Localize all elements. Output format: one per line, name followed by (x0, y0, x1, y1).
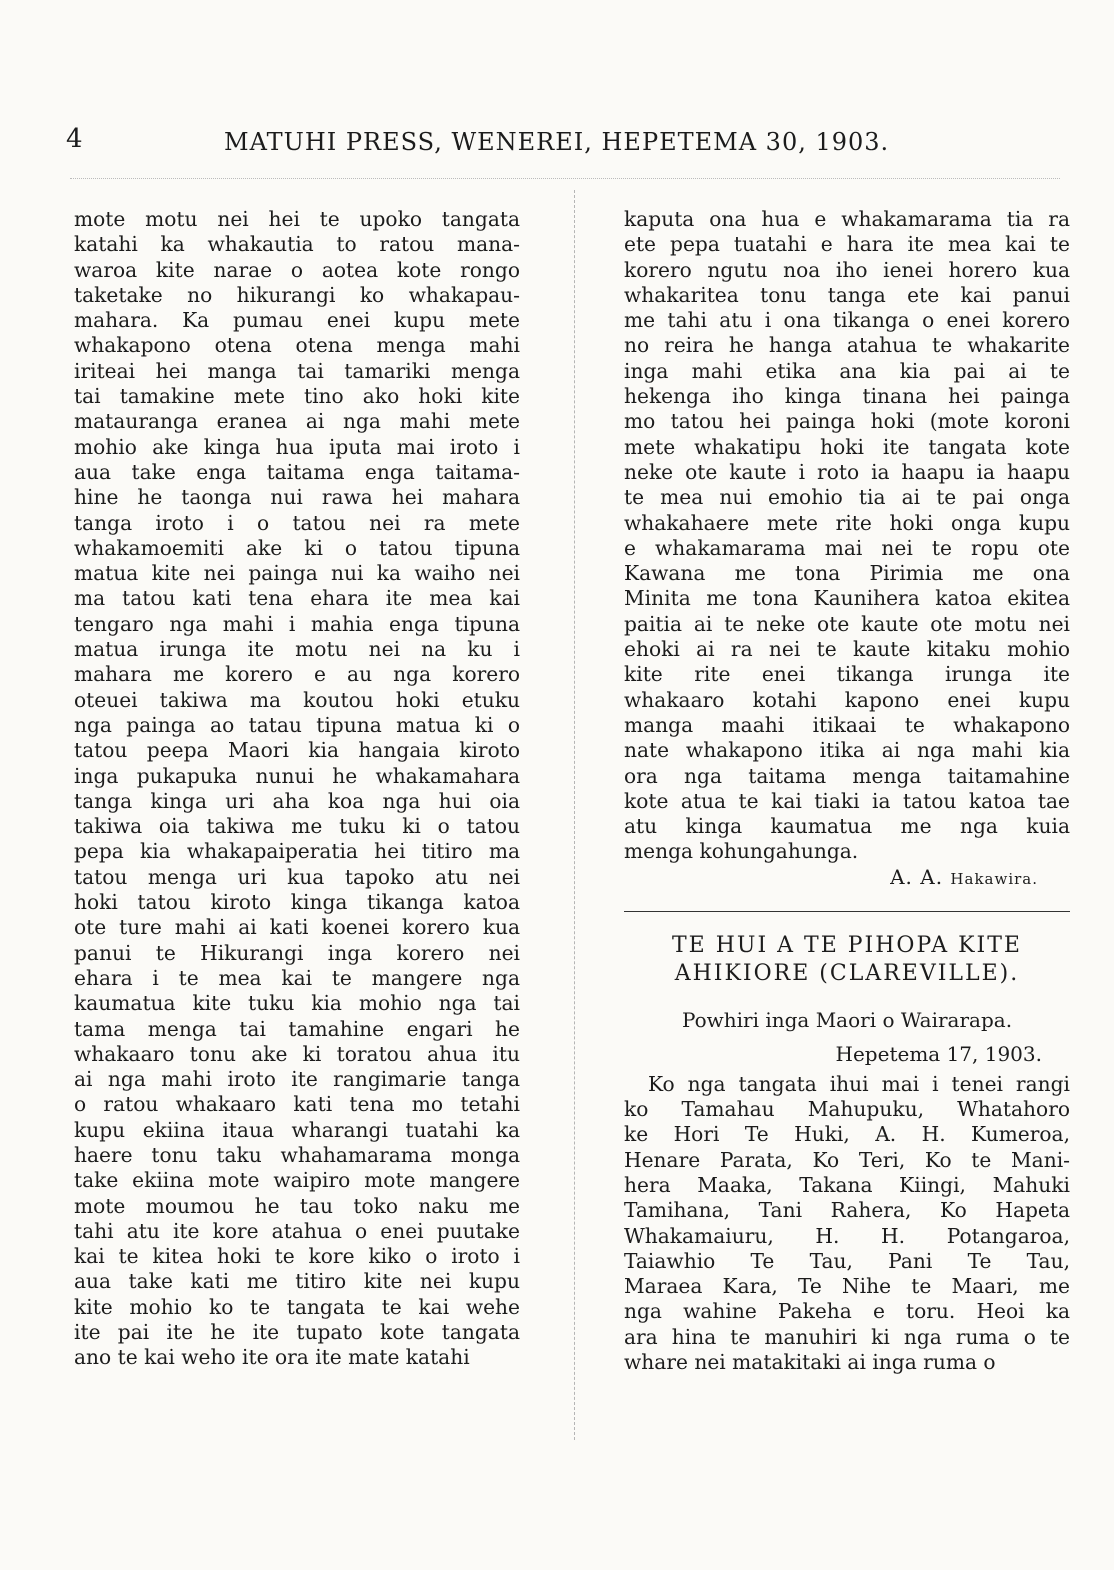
text-line: takiwa oia takiwa me tuku ki o tatou (74, 814, 520, 839)
text-line: whakaaro tonu ake ki toratou ahua itu (74, 1041, 520, 1066)
text-line: kupu ekiina itaua wharangi tuatahi ka (74, 1117, 520, 1142)
text-line: tengaro nga mahi i mahia enga tipuna (74, 611, 520, 636)
text-line: nate whakapono itika ai nga mahi kia (624, 738, 1070, 763)
text-line: pepa kia whakapaiperatia hei titiro ma (74, 839, 520, 864)
text-line: mote motu nei hei te upoko tangata (74, 207, 520, 231)
article-body (624, 1072, 1070, 1376)
text-line: mohio ake kinga hua iputa mai iroto i (74, 434, 520, 459)
text-line: ete pepa tuatahi e hara ite mea kai te (624, 232, 1070, 257)
text-line: whakaaro kotahi kapono enei kupu (624, 687, 1070, 712)
text-line: panui te Hikurangi inga korero nei (74, 940, 520, 965)
text-line: nga painga ao tatau tipuna matua ki o (74, 712, 520, 737)
text-line: tama menga tai tamahine engari he (74, 1016, 520, 1041)
article-heading-line-1: TE HUI A TE PIHOPA KITE (672, 932, 1022, 958)
signature-surname: Hakawira. (950, 869, 1038, 888)
text-line: Minita me tona Kaunihera katoa ekitea (624, 586, 1070, 611)
text-line: Taiawhio Te Tau, Pani Te Tau, (624, 1248, 1070, 1273)
text-line: mahara me korero e au nga korero (74, 662, 520, 687)
text-line: Whakamaiuru, H. H. Potangaroa, (624, 1223, 1070, 1248)
text-line: no reira he hanga atahua te whakarite (624, 333, 1070, 358)
text-line: o ratou whakaaro kati tena mo tetahi (74, 1092, 520, 1117)
text-line: ano te kai weho ite ora ite mate katahi (74, 1345, 470, 1370)
text-line: e whakamarama mai nei te ropu ote (624, 535, 1070, 560)
text-line: oteuei takiwa ma koutou hoki etuku (74, 687, 520, 712)
text-line: mete whakatipu hoki ite tangata kote (624, 434, 1070, 459)
text-line: menga kohungahunga. (624, 839, 859, 864)
text-line: inga mahi etika ana kia pai ai te (624, 358, 1070, 383)
text-line: kote atua te kai tiaki ia tatou katoa tae (624, 788, 1070, 813)
text-line: manga maahi itikaai te whakapono (624, 712, 1070, 737)
text-line: Maraea Kara, Te Nihe te Maari, me (624, 1274, 1070, 1299)
text-line: whakahaere mete rite hoki onga kupu (624, 510, 1070, 535)
header-rule (70, 178, 1060, 179)
text-line: paitia ai te neke ote kaute ote motu nei (624, 611, 1070, 636)
text-line: ehara i te mea kai te mangere nga (74, 965, 520, 990)
text-line: kite rite enei tikanga irunga ite (624, 662, 1070, 687)
article-subheading: Powhiri inga Maori o Wairarapa. (681, 1007, 1013, 1032)
text-line: ke Hori Te Huki, A. H. Kumeroa, (624, 1122, 1070, 1147)
text-line: hera Maaka, Takana Kiingi, Mahuki (624, 1172, 1070, 1197)
text-line: matua irunga ite motu nei na ku i (74, 637, 520, 662)
signature-initials: A. A. (890, 864, 944, 889)
text-line: inga pukapuka nunui he whakamahara (74, 763, 520, 788)
text-line: mo tatou hei painga hoki (mote koroni (624, 409, 1070, 434)
text-line: waroa kite narae o aotea kote rongo (74, 257, 520, 282)
text-line: whare nei matakitaki ai inga ruma o (624, 1349, 996, 1374)
left-column (74, 207, 520, 1371)
text-line: tai tamakine mete tino ako hoki kite (74, 384, 520, 409)
text-line: tahi atu ite kore atahua o enei puutake (74, 1218, 520, 1243)
text-line: tatou peepa Maori kia hangaia kiroto (74, 738, 520, 763)
text-line: Ko nga tangata ihui mai i tenei rangi (648, 1071, 1070, 1096)
article-divider (624, 911, 1070, 912)
text-line: matauranga eranea ai nga mahi mete (74, 409, 520, 434)
page-header (0, 124, 1114, 164)
text-line: te mea nui emohio tia ai te pai onga (624, 485, 1070, 510)
text-line: ko Tamahau Mahupuku, Whatahoro (624, 1097, 1070, 1122)
text-line: hoki tatou kiroto kinga tikanga katoa (74, 890, 520, 915)
text-line: tatou menga uri kua tapoko atu nei (74, 864, 520, 889)
text-line: me tahi atu i ona tikanga o enei korero (624, 308, 1070, 333)
text-line: ora nga taitama menga taitamahine (624, 763, 1070, 788)
text-line: Henare Parata, Ko Teri, Ko te Mani- (624, 1147, 1070, 1172)
text-line: whakamoemiti ake ki o tatou tipuna (74, 535, 520, 560)
article-heading-line-2: AHIKIORE (CLAREVILLE). (674, 960, 1020, 986)
text-line: ote ture mahi ai kati koenei korero kua (74, 915, 520, 940)
signature (624, 865, 1070, 893)
text-line: korero ngutu noa iho ienei horero kua (624, 257, 1070, 282)
text-line: mote moumou he tau toko naku me (74, 1193, 520, 1218)
text-line: ite pai ite he ite tupato kote tangata (74, 1320, 520, 1345)
text-line: aua take enga taitama enga taitama- (74, 459, 520, 484)
text-line: hine he taonga nui rawa hei mahara (74, 485, 520, 510)
text-line: kai te kitea hoki te kore kiko o iroto i (74, 1244, 520, 1269)
article-heading (624, 932, 1070, 988)
text-line: whakapono otena otena menga mahi (74, 333, 520, 358)
text-line: ehoki ai ra nei te kaute kitaku mohio (624, 637, 1070, 662)
text-line: neke ote kaute i roto ia haapu ia haapu (624, 459, 1070, 484)
text-line: katahi ka whakautia to ratou mana- (74, 232, 520, 257)
text-line: ai nga mahi iroto ite rangimarie tanga (74, 1067, 520, 1092)
text-line: hekenga iho kinga tinana hei painga (624, 384, 1070, 409)
text-line: iriteai hei manga tai tamariki menga (74, 358, 520, 383)
text-line: kaumatua kite tuku kia mohio nga tai (74, 991, 520, 1016)
article-dateline: Hepetema 17, 1903. (835, 1041, 1042, 1066)
column-divider (574, 190, 575, 1440)
text-line: take ekiina mote waipiro mote mangere (74, 1168, 520, 1193)
text-line: ara hina te manuhiri ki nga ruma o te (624, 1324, 1070, 1349)
text-line: mahara. Ka pumau enei kupu mete (74, 308, 520, 333)
text-line: tanga iroto i o tatou nei ra mete (74, 510, 520, 535)
text-line: aua take kati me titiro kite nei kupu (74, 1269, 520, 1294)
text-line: kaputa ona hua e whakamarama tia ra (624, 207, 1070, 231)
text-line: taketake no hikurangi ko whakapau- (74, 282, 520, 307)
text-line: kite mohio ko te tangata te kai wehe (74, 1294, 520, 1319)
masthead: MATUHI PRESS, WENEREI, HEPETEMA 30, 1903. (224, 128, 890, 156)
page-number: 4 (66, 124, 83, 154)
right-column (624, 207, 1070, 1375)
right-column-text (624, 207, 1070, 865)
text-line: matua kite nei painga nui ka waiho nei (74, 561, 520, 586)
text-line: atu kinga kaumatua me nga kuia (624, 814, 1070, 839)
text-line: ma tatou kati tena ehara ite mea kai (74, 586, 520, 611)
text-line: nga wahine Pakeha e toru. Heoi ka (624, 1299, 1070, 1324)
text-line: tanga kinga uri aha koa nga hui oia (74, 788, 520, 813)
text-line: Kawana me tona Pirimia me ona (624, 561, 1070, 586)
text-line: haere tonu taku whahamarama monga (74, 1142, 520, 1167)
text-line: whakaritea tonu tanga ete kai panui (624, 282, 1070, 307)
text-line: Tamihana, Tani Rahera, Ko Hapeta (624, 1198, 1070, 1223)
